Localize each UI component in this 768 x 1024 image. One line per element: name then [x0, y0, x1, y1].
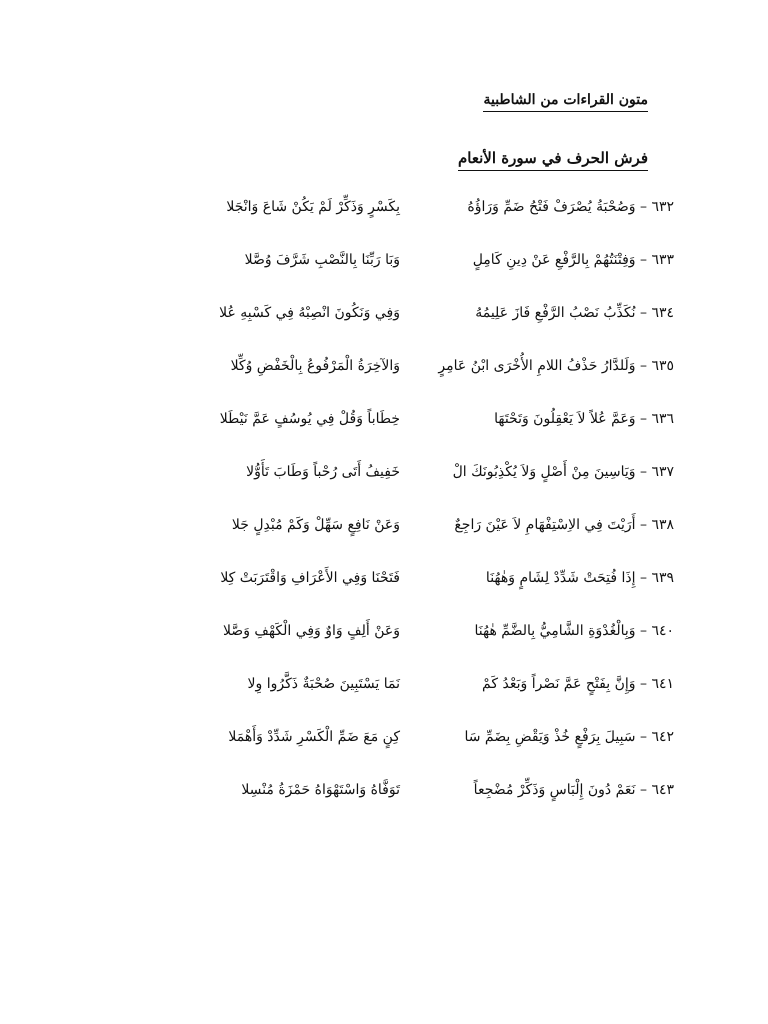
- verse-second-hemistich: خِطَاباً وَقُلْ فِي يُوسُفٍ عَمَّ نَيْطَلا: [219, 411, 400, 427]
- verse-first-hemistich: ٦٤٣ – نَعَمْ دُونَ إِلْبَاسٍ وَذَكِّرْ مُضْجِعاً: [473, 782, 674, 798]
- verse-first-hemistich: ٦٣٧ – وَيَاسِينَ مِنْ أَصْلٍ وَلاَ يُكْذِبُونَكَ الْ: [452, 464, 674, 480]
- verse-second-hemistich: وَفِي وَنَكُونَ انْصِبْهُ فِي كَسْبِهِ عُلا: [219, 305, 400, 321]
- verse-first-hemistich: ٦٣٤ – نُكَذِّبُ نَصْبُ الرَّفْعِ فَازَ عَلِيمُهُ: [475, 305, 674, 321]
- verse-line: [0, 196, 768, 249]
- verse-line: [0, 249, 768, 302]
- verse-line: [0, 302, 768, 355]
- verse-second-hemistich: بِكَسْرٍ وَذَكِّرْ لَمْ يَكُنْ شَاعَ وَانْجَلا: [226, 199, 400, 215]
- verse-first-hemistich: ٦٣٨ – أَرَيْتَ فِي الاِسْتِفْهَامِ لاَ عَيْنَ رَاجِعٌ: [454, 517, 674, 533]
- verse-first-hemistich: ٦٣٣ – وَفِتْنَتُهُمْ بِالرَّفْعِ عَنْ دِينِ كَامِلٍ: [472, 252, 674, 268]
- verse-line: [0, 355, 768, 408]
- verse-second-hemistich: كِنٍ مَعَ ضَمِّ الْكَسْرِ شَدِّدْ وَأَهْمَلا: [228, 729, 400, 745]
- verse-list: [0, 196, 768, 832]
- verse-line: [0, 673, 768, 726]
- section-title: فرش الحرف في سورة الأنعام: [458, 149, 648, 171]
- verse-second-hemistich: وَعَنْ أَلِفٍ وَاوٌ وَفِي الْكَهْفِ وَصَّلا: [222, 623, 400, 639]
- verse-second-hemistich: وَالآخِرَةُ الْمَرْفُوعُ بِالْخَفْضِ وُكِّلا: [230, 358, 400, 374]
- verse-first-hemistich: ٦٣٩ – إِذَا فُتِحَتْ شَدِّدْ لِشَامٍ وَهٰهُنَا: [485, 570, 674, 586]
- verse-line: [0, 514, 768, 567]
- verse-second-hemistich: نَمَا يَسْتَبِينَ صُحْبَةٌ ذَكَّرُوا وِلا: [247, 676, 400, 692]
- verse-second-hemistich: تَوَفَّاهُ وَاسْتَهْوَاهُ حَمْزَةُ مُنْسِلا: [241, 782, 400, 798]
- verse-second-hemistich: خَفِيفُ أَتَى رُحْباً وَطَابَ تَأَوُّلا: [246, 464, 400, 480]
- verse-second-hemistich: فَتَحْنَا وَفِي الأَعْرَافِ وَاقْتَرَبَتْ كِلا: [220, 570, 400, 586]
- verse-first-hemistich: ٦٤٢ – سَبِيلَ بِرَفْعٍ خُذْ وَيَقْضِ بِضَمِّ سَا: [464, 729, 674, 745]
- verse-first-hemistich: ٦٣٢ – وَصُحْبَةُ يُصْرَفْ فَتْحُ ضَمِّ وَرَاؤُهُ: [467, 199, 674, 215]
- verse-line: [0, 408, 768, 461]
- verse-line: [0, 461, 768, 514]
- verse-line: [0, 567, 768, 620]
- verse-first-hemistich: ٦٤١ – وَإِنَّ بِفَتْحٍ عَمَّ نَصْراً وَبَعْدُ كَمْ: [482, 676, 674, 692]
- verse-first-hemistich: ٦٣٥ – وَلَلدَّارُ حَذْفُ اللامِ الأُخْرَى ابْنُ عَامِرٍ: [438, 358, 674, 374]
- verse-second-hemistich: وَبَا رَبِّنَا بِالنَّصْبِ شَرَّفَ وُصَّلا: [244, 252, 400, 268]
- verse-first-hemistich: ٦٣٦ – وَعَمَّ عُلاً لاَ يَعْقِلُونَ وَتَحْتَهَا: [494, 411, 674, 427]
- verse-first-hemistich: ٦٤٠ – وَبِالْغُدْوَةِ الشَّامِيُّ بِالضَّمِّ هٰهُنَا: [474, 623, 674, 639]
- page-header: متون القراءات من الشاطبية: [483, 92, 648, 112]
- verse-line: [0, 726, 768, 779]
- verse-second-hemistich: وَعَنْ نَافِعٍ سَهِّلْ وَكَمْ مُبْدِلٍ جَلا: [231, 517, 400, 533]
- verse-line: [0, 779, 768, 832]
- verse-line: [0, 620, 768, 673]
